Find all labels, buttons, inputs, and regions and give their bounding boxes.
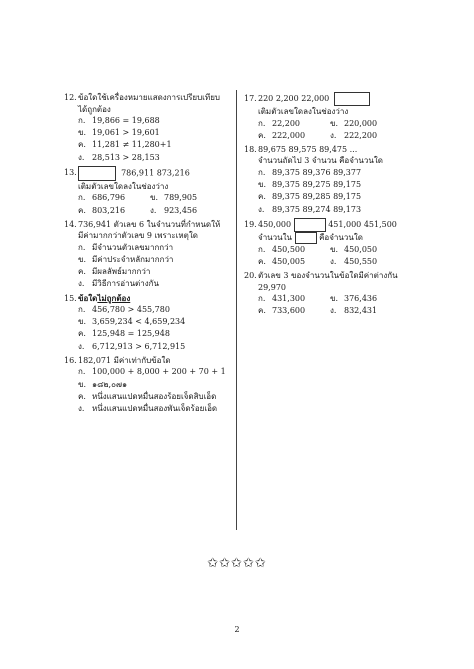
answer-blank-box — [294, 218, 326, 232]
question-text: 450,000 — [258, 219, 292, 229]
question-text: 182,071 มีค่าเท่ากับข้อใด — [78, 355, 171, 365]
question-14 — [64, 219, 236, 291]
question-number: 14. — [64, 219, 77, 229]
option-row: ค. 222,000 ง. 222,200 — [258, 130, 378, 140]
question-text: 220 2,200 22,000 — [258, 94, 330, 103]
question-18 — [244, 144, 414, 216]
question-15 — [64, 293, 236, 353]
answer-blank-box — [78, 166, 116, 181]
option: ง. หนึ่งแสนแปดหมื่นสองพันเจ็ดร้อยเอ็ด — [78, 403, 218, 413]
question-number: 12. — [64, 93, 77, 102]
option-row: ค. 450,005 ง. 450,550 — [258, 256, 378, 266]
option: ค. 125,948 = 125,948 — [78, 329, 170, 339]
option: ค. หนึ่งแสนแปดหมื่นสองร้อยเจ็ดสิบเอ็ด — [78, 391, 217, 401]
option: ข. 89,375 89,275 89,175 — [258, 180, 362, 190]
question-number: 17. — [244, 94, 257, 103]
option-row: ค. 803,216 ง. 923,456 — [78, 205, 198, 215]
question-text: 451,000 451,500 — [328, 219, 397, 229]
question-number: 19. — [244, 219, 257, 229]
answer-blank-box — [295, 232, 317, 244]
question-20 — [244, 270, 414, 317]
page-number: 2 — [234, 625, 240, 634]
question-text: ตัวเลข 3 ของจำนวนในข้อใดมีค่าต่างกัน — [258, 271, 398, 281]
option: ค. มีผลลัพธ์มากกว่า — [78, 267, 151, 277]
option: ข. 3,659,234 < 4,659,234 — [78, 317, 186, 327]
question-text: เติมตัวเลขใดลงในช่องว่าง — [78, 181, 169, 191]
right-column — [244, 92, 414, 318]
question-text: 29,970 — [258, 282, 286, 292]
column-divider — [236, 90, 237, 530]
question-19 — [244, 218, 414, 268]
option: ง. 89,375 89,274 89,173 — [258, 204, 362, 214]
option: ข. 19,061 > 19,601 — [78, 128, 160, 138]
question-text: ข้อใด — [78, 292, 98, 303]
answer-blank-box — [334, 92, 370, 106]
option-row: ก. 22,200 ข. 220,000 — [258, 118, 378, 128]
question-text: จำนวนถัดไป 3 จำนวน คือจำนวนใด — [258, 156, 383, 166]
question-12 — [64, 92, 236, 164]
option: ค. 89,375 89,285 89,175 — [258, 192, 362, 202]
option: ง. 6,712,913 > 6,712,915 — [78, 341, 186, 351]
question-text: เติมตัวเลขใดลงในช่องว่าง — [258, 107, 349, 116]
option: ข. ๑๘๒,๐๗๑ — [78, 379, 128, 389]
question-16 — [64, 355, 236, 415]
option: ง. 28,513 > 28,153 — [78, 152, 160, 162]
question-number: 18. — [244, 144, 257, 154]
question-number: 16. — [64, 355, 77, 365]
question-number: 13. — [64, 168, 77, 178]
question-emphasis: ไม่ถูกต้อง — [97, 292, 131, 303]
option: ง. มีวิธีการอ่านต่างกัน — [78, 279, 159, 289]
question-text: มีค่ามากกว่าตัวเลข 9 เพราะเหตุใด — [78, 231, 198, 241]
question-number: 20. — [244, 271, 257, 281]
question-number: 15. — [64, 293, 77, 303]
option: ค. 11,281 ≠ 11,280+1 — [78, 140, 172, 150]
option: ก. 19,866 = 19,688 — [78, 116, 160, 125]
question-text: 89,675 89,575 89,475 ... — [258, 144, 358, 154]
question-text: ได้ถูกต้อง — [78, 104, 111, 114]
question-text: จำนวนใน — [258, 232, 292, 242]
question-text: คือจำนวนใด — [319, 232, 363, 242]
question-17 — [244, 92, 414, 142]
option: ก. 456,780 > 455,780 — [78, 305, 170, 315]
option-row: ค. 733,600 ง. 832,431 — [258, 306, 378, 316]
option-row: ก. 431,300 ข. 376,436 — [258, 294, 378, 304]
left-column — [64, 92, 236, 415]
option: ก. 89,375 89,376 89,377 — [258, 167, 362, 177]
question-text: 786,911 873,216 — [121, 168, 190, 178]
option-row: ก. 686,796 ข. 789,905 — [78, 193, 198, 203]
star-divider: ✩✩✩✩✩ — [207, 556, 267, 571]
question-13 — [64, 166, 236, 217]
option: ข. มีค่าประจำหลักมากกว่า — [78, 254, 174, 264]
question-text: 736,941 ตัวเลข 6 ในจำนวนที่กำหนดให้ — [78, 219, 221, 229]
option: ก. มีจำนวนตัวเลขมากกว่า — [78, 242, 174, 252]
option-row: ก. 450,500 ข. 450,050 — [258, 244, 378, 254]
option: ก. 100,000 + 8,000 + 200 + 70 + 1 — [78, 367, 226, 377]
question-text: ข้อใดใช้เครื่องหมายแสดงการเปรียบเทียบ — [78, 93, 220, 102]
